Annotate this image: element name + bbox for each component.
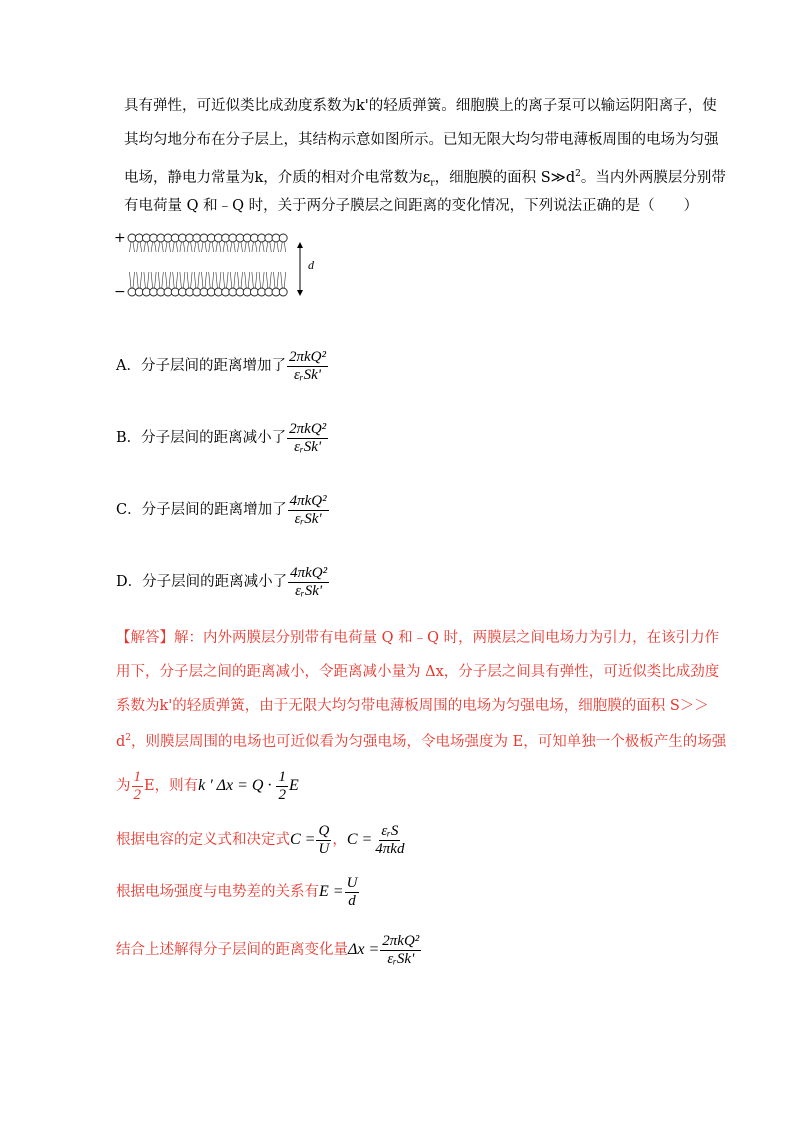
bottom-lipid-tail — [227, 272, 229, 288]
bottom-lipid-tail — [166, 272, 168, 288]
top-lipid-tail — [238, 242, 240, 252]
bottom-lipid-tail — [183, 272, 185, 288]
top-lipid-tail — [169, 242, 171, 252]
bottom-lipid-tail — [133, 272, 135, 288]
top-lipid-tail — [248, 242, 250, 252]
bottom-lipid-tail — [162, 272, 164, 288]
top-lipid-tail — [227, 242, 229, 252]
top-lipid-tail — [245, 242, 247, 252]
solution-line-4: $d^2$，则膜层周围的电场也可近似看为匀强电场，令电场强度为 E，可知单独一个极板产生的场强 — [116, 733, 727, 750]
bottom-lipid-tail — [230, 272, 232, 288]
stem-line-3: 电场，静电力常量为k，介质的相对介电常数为$\varepsilon_r$，细胞膜的面积 $S≫d^2$。当内外两膜层分别带 — [124, 169, 726, 189]
bottom-lipid-tail — [216, 272, 218, 288]
bottom-lipid-tail — [202, 272, 204, 288]
top-lipid-tail — [284, 242, 286, 252]
top-lipid-tail — [176, 242, 178, 252]
bottom-lipid-tail — [187, 272, 189, 288]
membrane-figure — [110, 228, 330, 304]
bottom-lipid-tail — [180, 272, 182, 288]
option-b[interactable]: B．分子层间的距离减小了 $\frac{\text{2πkQ²}}{\text{εᵣSk'}}$ — [116, 420, 327, 455]
top-lipid-tail — [281, 242, 283, 252]
top-lipid-tail — [198, 242, 200, 252]
top-lipid-head — [279, 234, 287, 242]
top-lipid-tail — [259, 242, 261, 252]
bottom-lipid-tail — [140, 272, 142, 288]
bottom-lipid-tail — [277, 272, 279, 288]
top-lipid-tail — [212, 242, 214, 252]
bottom-lipid-tail — [144, 272, 146, 288]
option-d[interactable]: D．分子层间的距离减小了 $\frac{\text{4πkQ²}}{\text{εᵣSk'}}$ — [116, 564, 328, 599]
bottom-lipid-tail — [219, 272, 221, 288]
solution-line-2: 用下，分子层之间的距离减小，令距离减小量为 Δx，分子层之间具有弹性，可近似类比成劲度 — [116, 664, 720, 680]
plus-sign: + — [114, 230, 126, 246]
bottom-lipid-tail — [194, 272, 196, 288]
top-lipid-tail — [133, 242, 135, 252]
top-lipid-tail — [277, 242, 279, 252]
bottom-lipid-tail — [176, 272, 178, 288]
option-c[interactable]: C．分子层间的距离增加了 $\frac{\text{4πkQ²}}{\text{εᵣSk'}}$ — [116, 492, 327, 527]
bottom-lipid-tail — [234, 272, 236, 288]
top-lipid-tail — [270, 242, 272, 252]
bottom-lipid-tail — [270, 272, 272, 288]
solution-line-6: 根据电容的定义式和决定式C = $\frac{Q}{U}$ ，C = $\frac{\text{εᵣS}}{\text{4πkd}}$ — [116, 822, 405, 857]
solution-line-8: 结合上述解得分子层间的距离变化量Δx = $\frac{\text{2πkQ²}}{\text{εᵣSk'}}$ — [116, 932, 420, 967]
top-lipid-tail — [209, 242, 211, 252]
bottom-lipid-tail — [255, 272, 257, 288]
top-lipid-tail — [130, 242, 132, 252]
top-lipid-tail — [162, 242, 164, 252]
bottom-lipid-tail — [248, 272, 250, 288]
bottom-lipid-tail — [281, 272, 283, 288]
solution-line-5: 为 $\frac{1}{2}$ E，则有k ' Δx = Q · $\frac{1}{2}$ E — [116, 768, 299, 803]
top-lipid-tail — [252, 242, 254, 252]
top-lipid-tail — [216, 242, 218, 252]
top-lipid-tail — [266, 242, 268, 252]
top-lipid-tail — [147, 242, 149, 252]
top-lipid-tail — [140, 242, 142, 252]
top-lipid-tail — [155, 242, 157, 252]
bottom-lipid-tail — [137, 272, 139, 288]
top-lipid-tail — [274, 242, 276, 252]
top-lipid-tail — [187, 242, 189, 252]
bottom-lipid-tail — [198, 272, 200, 288]
top-lipid-tail — [144, 242, 146, 252]
top-lipid-tail — [223, 242, 225, 252]
bottom-lipid-tail — [205, 272, 207, 288]
bottom-lipid-head — [279, 288, 287, 296]
bottom-lipid-tail — [173, 272, 175, 288]
top-lipid-tail — [158, 242, 160, 252]
option-a[interactable]: A．分子层间的距离增加了 $\frac{\text{2πkQ²}}{\text{εᵣSk'}}$ — [116, 348, 326, 383]
top-lipid-tail — [191, 242, 193, 252]
solution-line-3: 系数为k'的轻质弹簧，由于无限大均匀带电薄板周围的电场为匀强电场，细胞膜的面积 S＞＞ — [116, 698, 709, 714]
top-lipid-tail — [263, 242, 265, 252]
distance-label: d — [308, 258, 314, 272]
bottom-lipid-tail — [209, 272, 211, 288]
bottom-lipid-tail — [284, 272, 286, 288]
bottom-lipid-tail — [274, 272, 276, 288]
bottom-lipid-tail — [238, 272, 240, 288]
top-lipid-tail — [205, 242, 207, 252]
top-lipid-tail — [234, 242, 236, 252]
bottom-lipid-tail — [245, 272, 247, 288]
bottom-lipid-tail — [266, 272, 268, 288]
solution-line-7: 根据电场强度与电势差的关系有E = $\frac{U}{d}$ — [116, 874, 358, 909]
bottom-lipid-tail — [263, 272, 265, 288]
bottom-lipid-tail — [158, 272, 160, 288]
bottom-lipid-tail — [191, 272, 193, 288]
bottom-lipid-tail — [241, 272, 243, 288]
minus-sign: − — [114, 284, 126, 300]
bottom-lipid-tail — [223, 272, 225, 288]
bottom-lipid-tail — [252, 272, 254, 288]
solution-line-1: 【解答】解：内外两膜层分别带有电荷量 Q 和﹣Q 时，两膜层之间电场力为引力，在该引力作 — [116, 630, 720, 646]
bottom-lipid-tail — [130, 272, 132, 288]
bottom-lipid-tail — [212, 272, 214, 288]
top-lipid-tail — [219, 242, 221, 252]
top-lipid-tail — [202, 242, 204, 252]
bottom-lipid-tail — [259, 272, 261, 288]
top-lipid-tail — [194, 242, 196, 252]
bottom-lipid-tail — [151, 272, 153, 288]
top-lipid-tail — [255, 242, 257, 252]
top-lipid-tail — [137, 242, 139, 252]
top-lipid-tail — [180, 242, 182, 252]
top-lipid-tail — [151, 242, 153, 252]
top-lipid-tail — [166, 242, 168, 252]
bottom-lipid-tail — [155, 272, 157, 288]
top-lipid-tail — [173, 242, 175, 252]
stem-line-2: 其均匀地分布在分子层上，其结构示意如图所示。已知无限大均匀带电薄板周围的电场为匀强 — [124, 132, 719, 148]
bottom-lipid-tail — [147, 272, 149, 288]
solution-tag: 【解答】 — [116, 630, 174, 646]
top-lipid-tail — [183, 242, 185, 252]
stem-line-1: 具有弹性，可近似类比成劲度系数为k'的轻质弹簧。细胞膜上的离子泵可以输运阴阳离子，使 — [124, 98, 717, 114]
stem-line-4: 有电荷量 Q 和﹣Q 时，关于两分子膜层之间距离的变化情况，下列说法正确的是（ ） — [124, 198, 699, 214]
top-lipid-tail — [241, 242, 243, 252]
top-lipid-tail — [230, 242, 232, 252]
lipid-bilayer-drawing — [110, 228, 330, 304]
bottom-lipid-tail — [169, 272, 171, 288]
